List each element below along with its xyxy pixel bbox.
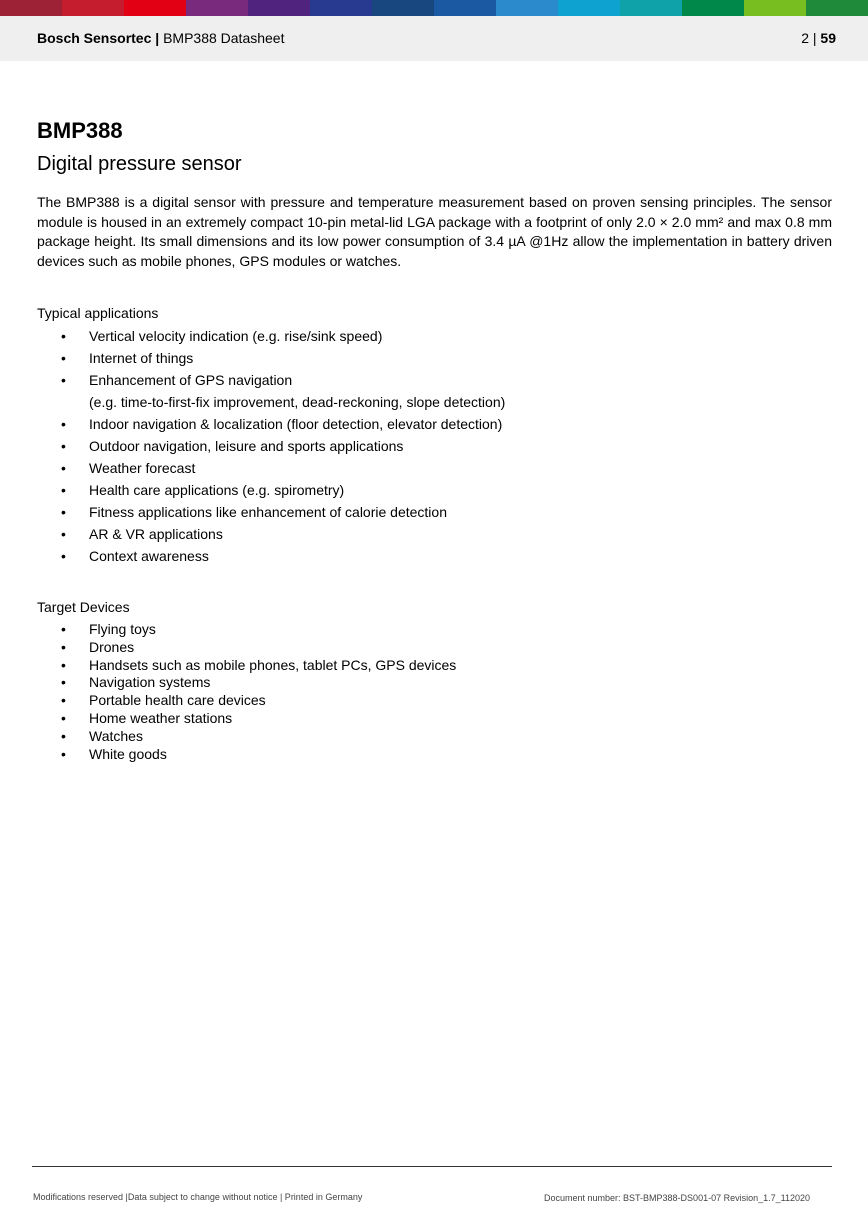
- supergraphic-segment: [372, 0, 434, 16]
- list-item: • Context awareness: [37, 545, 832, 567]
- list-item: • Flying toys: [37, 621, 832, 639]
- list-item: • Fitness applications like enhancement of calorie detection: [37, 501, 832, 523]
- supergraphic-segment: [248, 0, 310, 16]
- footer-document-number: Document number: BST-BMP388-DS001-07 Revision_1.7_112020: [544, 1193, 810, 1203]
- list-item: • Internet of things: [37, 347, 832, 369]
- list-item: • Indoor navigation & localization (floor detection, elevator detection): [37, 413, 832, 435]
- list-item: • White goods: [37, 746, 832, 764]
- supergraphic-segment: [310, 0, 372, 16]
- list-item: • Drones: [37, 639, 832, 657]
- list-item: • Watches: [37, 728, 832, 746]
- list-item: • Enhancement of GPS navigation: [37, 369, 832, 391]
- applications-list: [37, 325, 832, 567]
- list-item: • Vertical velocity indication (e.g. rise/sink speed): [37, 325, 832, 347]
- supergraphic-segment: [124, 0, 186, 16]
- list-item: • Portable health care devices: [37, 692, 832, 710]
- list-item: • Health care applications (e.g. spirometry): [37, 479, 832, 501]
- page-number: [801, 16, 836, 61]
- supergraphic-segment: [0, 0, 62, 16]
- devices-heading: Target Devices: [37, 599, 130, 615]
- list-item: • Navigation systems: [37, 674, 832, 692]
- list-item: • AR & VR applications: [37, 523, 832, 545]
- list-item: • Handsets such as mobile phones, tablet PCs, GPS devices: [37, 657, 832, 675]
- supergraphic-segment: [186, 0, 248, 16]
- header-doc-title: BMP388 Datasheet: [163, 30, 285, 46]
- applications-heading: Typical applications: [37, 305, 159, 321]
- devices-list: [37, 621, 832, 763]
- page-header: [0, 16, 868, 61]
- list-item: • Weather forecast: [37, 457, 832, 479]
- page-current: 2 |: [801, 30, 817, 46]
- header-title: [37, 16, 284, 61]
- supergraphic-bar: [0, 0, 868, 16]
- list-item-continuation: (e.g. time-to-first-fix improvement, dead-reckoning, slope detection): [89, 394, 506, 410]
- product-title: BMP388: [37, 118, 123, 143]
- supergraphic-segment: [434, 0, 496, 16]
- list-item: • Outdoor navigation, leisure and sports applications: [37, 435, 832, 457]
- supergraphic-segment: [558, 0, 620, 16]
- supergraphic-segment: [806, 0, 868, 16]
- intro-paragraph: The BMP388 is a digital sensor with pressure and temperature measurement based on proven sensing principles. The sensor module is housed in an extremely compact 10-pin metal-lid LGA package with a footprint of only 2.0 × 2.0 mm² and max 0.8 mm package height. Its small dimensions and its low power consumption of 3.4 µA @1Hz allow the implementation in battery driven devices such as mobile phones, GPS modules or watches.: [37, 194, 832, 269]
- list-item: • Home weather stations: [37, 710, 832, 728]
- page-total: 59: [820, 30, 836, 46]
- supergraphic-segment: [62, 0, 124, 16]
- supergraphic-segment: [496, 0, 558, 16]
- header-brand: Bosch Sensortec |: [37, 30, 160, 46]
- product-subtitle: Digital pressure sensor: [37, 153, 242, 175]
- supergraphic-segment: [620, 0, 682, 16]
- footer-divider: [32, 1166, 832, 1167]
- supergraphic-segment: [744, 0, 806, 16]
- page-content: [37, 117, 832, 763]
- supergraphic-segment: [682, 0, 744, 16]
- footer-notice: Modifications reserved |Data subject to change without notice | Printed in Germany: [33, 1192, 363, 1202]
